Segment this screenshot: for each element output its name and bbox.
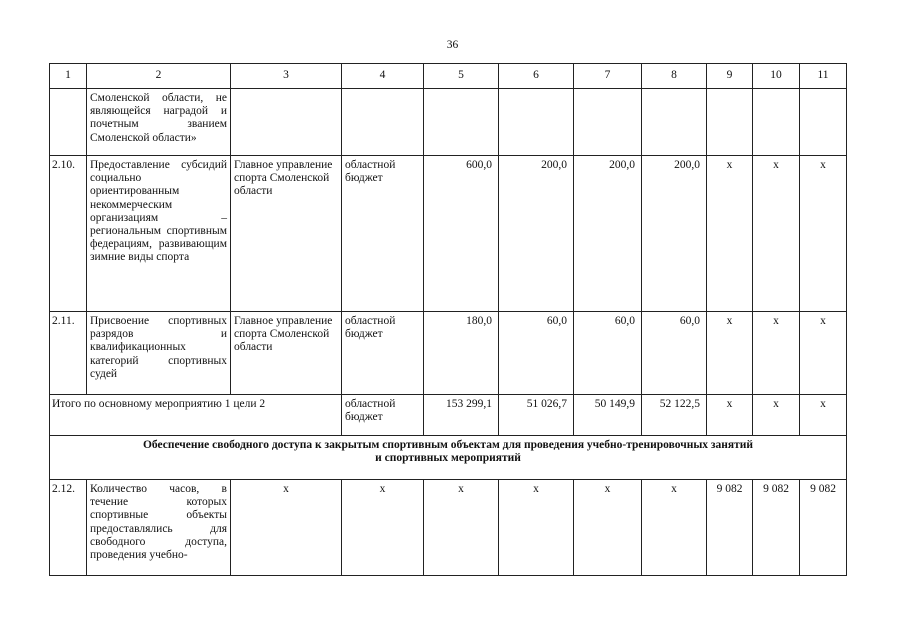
value-cell: 50 149,9	[574, 395, 642, 436]
value-cell: 51 026,7	[499, 395, 574, 436]
value-cell: х	[342, 480, 424, 576]
table-cell	[642, 89, 707, 156]
value-cell: х	[499, 480, 574, 576]
description-cell: Присвоение спортивных разрядов и квалификационных категорий спортивных судей	[87, 312, 231, 395]
value-cell: 60,0	[642, 312, 707, 395]
table-cell	[707, 89, 753, 156]
header-cell: 2	[87, 64, 231, 89]
value-cell: х	[800, 156, 847, 312]
header-cell: 5	[424, 64, 499, 89]
description-cell: Количество часов, в течение которых спортивные объекты предоставлялись для свободного доступа, проведения учебно-	[87, 480, 231, 576]
value-cell: х	[753, 312, 800, 395]
table-cell	[50, 89, 87, 156]
table-row	[50, 156, 847, 312]
value-cell: 9 082	[800, 480, 847, 576]
program-table	[49, 63, 847, 576]
value-cell: х	[753, 156, 800, 312]
header-cell: 4	[342, 64, 424, 89]
section-heading-line: Обеспечение свободного доступа к закрытым спортивным объектам для проведения учебно-тренировочных занятий	[142, 439, 754, 451]
value-cell: х	[231, 480, 342, 576]
value-cell: 200,0	[642, 156, 707, 312]
value-cell: х	[707, 395, 753, 436]
header-cell: 1	[50, 64, 87, 89]
value-cell: 153 299,1	[424, 395, 499, 436]
total-row	[50, 395, 847, 436]
value-cell: х	[753, 395, 800, 436]
header-cell: 10	[753, 64, 800, 89]
header-cell: 9	[707, 64, 753, 89]
table-cell	[231, 89, 342, 156]
value-cell: 52 122,5	[642, 395, 707, 436]
value-cell: х	[707, 312, 753, 395]
table-cell	[800, 89, 847, 156]
value-cell: х	[574, 480, 642, 576]
value-cell: 180,0	[424, 312, 499, 395]
table-cell	[753, 89, 800, 156]
total-label: Итого по основному мероприятию 1 цели 2	[50, 395, 342, 436]
value-cell: 60,0	[574, 312, 642, 395]
row-number: 2.10.	[50, 156, 87, 312]
value-cell: х	[424, 480, 499, 576]
source-cell: областной бюджет	[342, 156, 424, 312]
table-row	[50, 89, 847, 156]
table-cell	[424, 89, 499, 156]
value-cell: х	[642, 480, 707, 576]
row-number: 2.11.	[50, 312, 87, 395]
executor-cell: Главное управление спорта Смоленской области	[231, 156, 342, 312]
source-cell: областной бюджет	[342, 312, 424, 395]
description-cell: Предоставление субсидий социально ориентированным некоммерческим организациям – региональным спортивным федерациям, развивающим зимние виды спорта	[87, 156, 231, 312]
value-cell: 600,0	[424, 156, 499, 312]
value-cell: 200,0	[499, 156, 574, 312]
section-heading	[50, 436, 847, 480]
value-cell: х	[707, 156, 753, 312]
source-cell: областной бюджет	[342, 395, 424, 436]
header-row	[50, 64, 847, 89]
row-number: 2.12.	[50, 480, 87, 576]
page-number: 36	[446, 39, 459, 51]
header-cell: 3	[231, 64, 342, 89]
value-cell: х	[800, 312, 847, 395]
table-row	[50, 312, 847, 395]
table-cell	[342, 89, 424, 156]
header-cell: 11	[800, 64, 847, 89]
section-heading-line: и спортивных мероприятий	[375, 452, 521, 465]
value-cell: х	[800, 395, 847, 436]
table-cell	[574, 89, 642, 156]
section-heading-row	[50, 436, 847, 480]
table-row	[50, 480, 847, 576]
value-cell: 60,0	[499, 312, 574, 395]
executor-cell: Главное управление спорта Смоленской области	[231, 312, 342, 395]
header-cell: 6	[499, 64, 574, 89]
value-cell: 9 082	[753, 480, 800, 576]
header-cell: 7	[574, 64, 642, 89]
header-cell: 8	[642, 64, 707, 89]
value-cell: 200,0	[574, 156, 642, 312]
value-cell: 9 082	[707, 480, 753, 576]
description-cell: Смоленской области, не являющейся наградой и почетным званием Смоленской области»	[87, 89, 231, 156]
table-cell	[499, 89, 574, 156]
